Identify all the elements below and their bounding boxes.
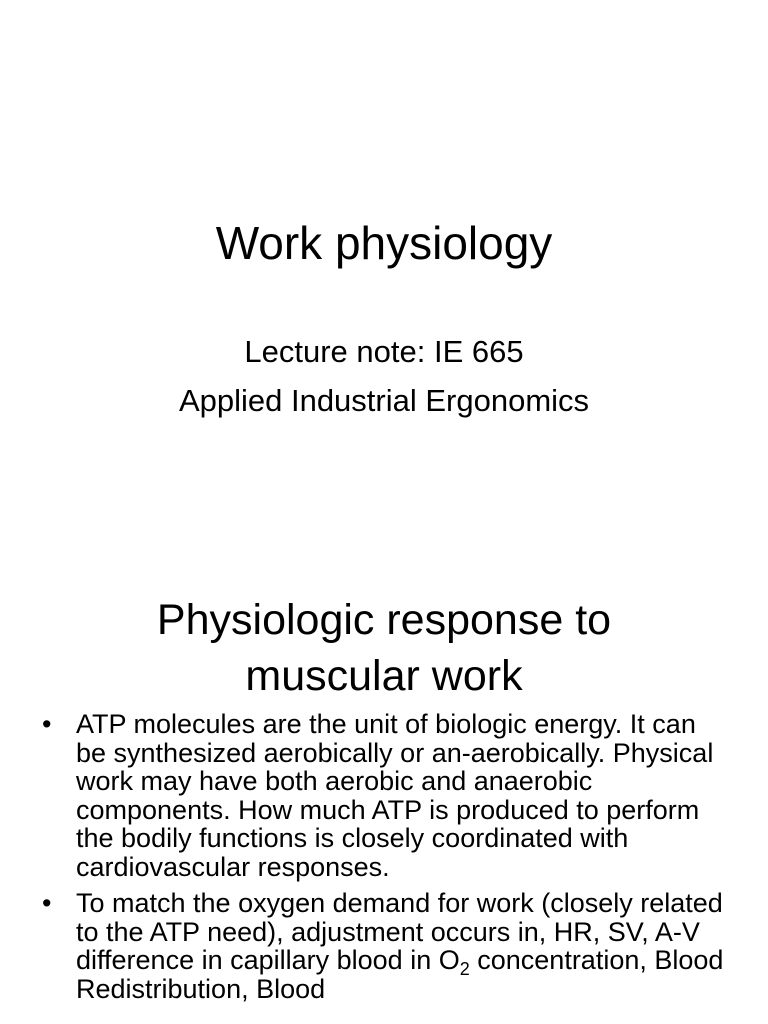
bullet-marker: •	[42, 888, 52, 918]
slide-physiologic-response	[0, 576, 768, 1024]
course-name-line: Applied Industrial Ergonomics	[178, 383, 590, 418]
bullet-marker: •	[42, 709, 52, 739]
slide-heading	[0, 592, 768, 704]
bullet-text: ATP molecules are the unit of biologic energy. It can be synthesized aerobically or an-aerobically. Physical work may have both aerobic and anaerobic components. How much ATP is produced to perform the bodily functions is closely coordinated with cardiovascular responses.	[76, 709, 714, 882]
slide-title-heading: Work physiology	[215, 217, 553, 269]
slide-heading-line1: Physiologic response to	[156, 596, 612, 644]
lecture-note-line: Lecture note: IE 665	[244, 334, 524, 369]
slide-heading-line2: muscular work	[245, 652, 523, 700]
bullet-item-atp	[42, 710, 732, 881]
bullet-text-continued: concentration, Blood Redistribution, Blood	[76, 945, 724, 1004]
bullet-list	[42, 710, 732, 1011]
bullet-item-oxygen-demand	[42, 889, 732, 1003]
subscript-text: 2	[459, 959, 470, 979]
bullet-text: To match the oxygen demand for work (closely related to the ATP need), adjustment occurs in, HR, SV, A-V difference in capillary blood in O	[76, 888, 723, 975]
